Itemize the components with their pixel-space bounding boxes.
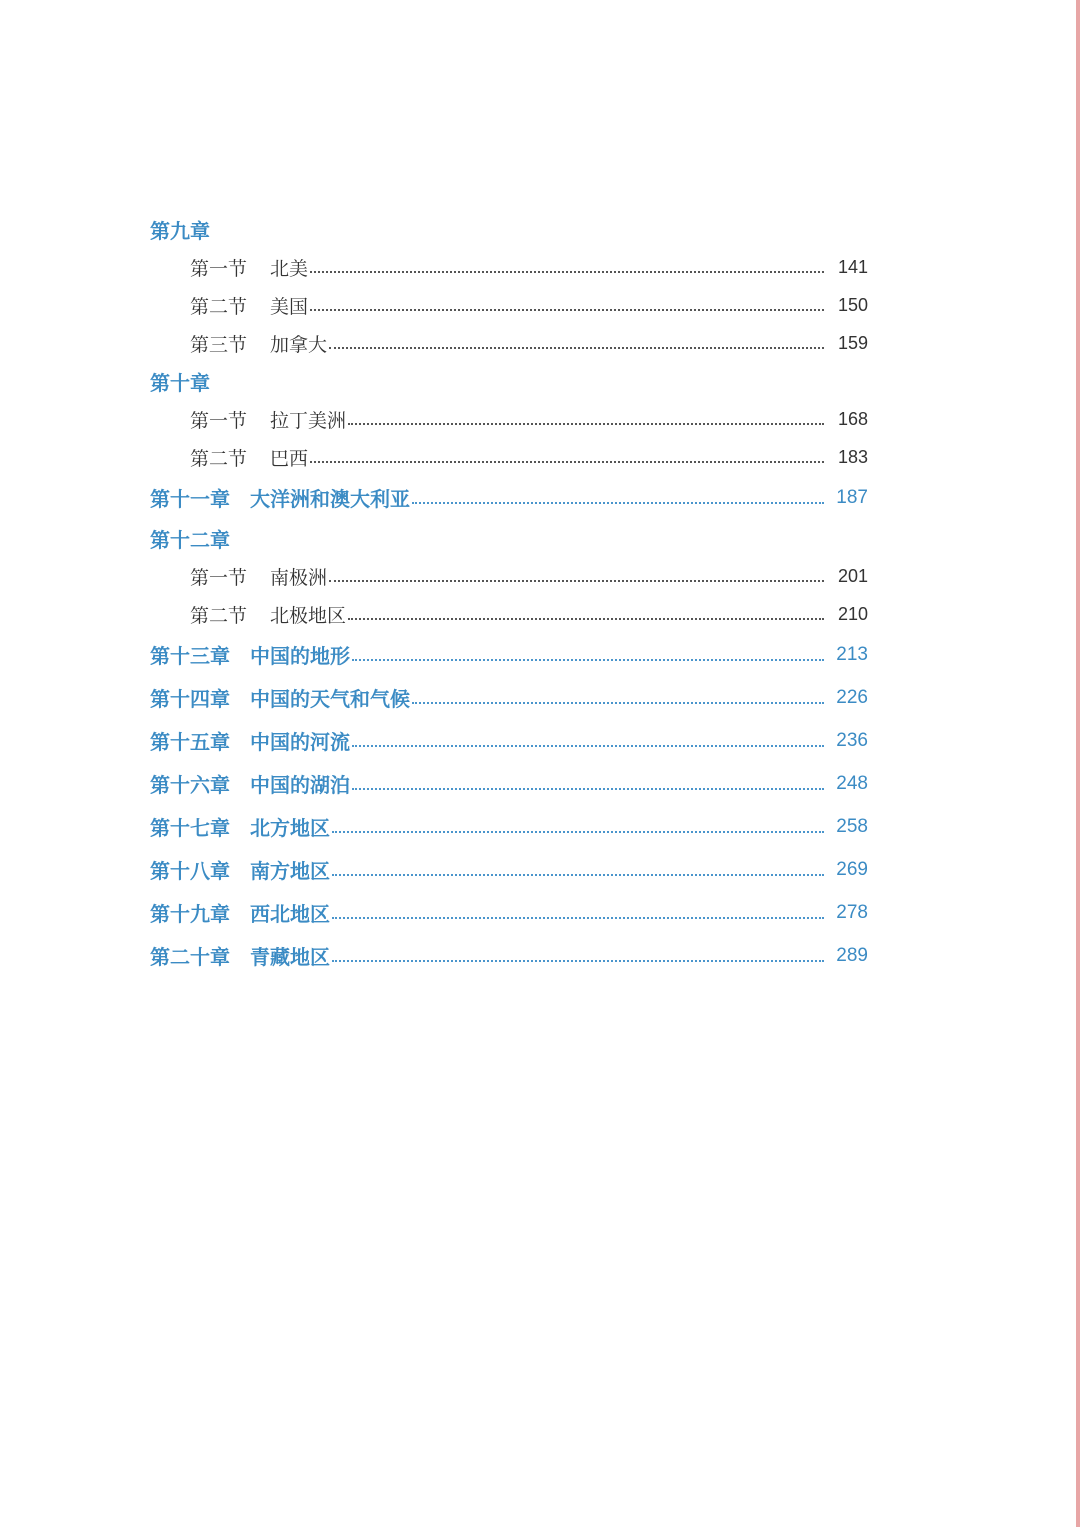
chapter-title: 北方地区 (250, 816, 330, 840)
page-number: 201 (837, 565, 868, 586)
section-number: 第一节 (190, 409, 248, 432)
toc-chapter-entry[interactable] (150, 891, 868, 934)
toc-chapter-entry[interactable] (150, 676, 868, 719)
chapter-title: 中国的天气和气候 (250, 687, 410, 711)
toc-chapter-entry[interactable] (150, 848, 868, 891)
page-number: 159 (837, 332, 868, 353)
toc-chapter-entry[interactable] (150, 633, 868, 676)
chapter-title: 大洋洲和澳大利亚 (250, 487, 410, 511)
dot-leader (352, 788, 824, 790)
section-number: 第二节 (190, 604, 248, 627)
section-title: 北极地区 (270, 604, 347, 627)
dot-leader (310, 461, 824, 463)
dot-leader (310, 309, 824, 311)
dot-leader (329, 347, 824, 349)
page-number: 210 (837, 603, 868, 624)
page-number: 187 (836, 486, 868, 508)
toc-chapter-entry[interactable] (150, 762, 868, 805)
dot-leader (332, 917, 824, 919)
chapter-heading-10: 第十章 (150, 370, 210, 395)
page-number: 141 (837, 256, 868, 277)
toc-section-entry[interactable] (150, 286, 868, 324)
toc-chapter-entry[interactable] (150, 476, 868, 519)
toc-section-entry[interactable] (150, 595, 868, 633)
toc-chapter-entry[interactable] (150, 719, 868, 762)
chapter-number: 第十三章 (150, 644, 230, 668)
section-title: 北美 (270, 257, 309, 280)
page-number: 236 (836, 729, 868, 751)
page-number: 289 (836, 944, 868, 966)
chapter-title: 中国的地形 (250, 644, 350, 668)
toc-chapter-entry[interactable] (150, 934, 868, 977)
chapter-title: 青藏地区 (250, 945, 330, 969)
section-number: 第三节 (190, 333, 248, 356)
toc-section-entry[interactable] (150, 557, 868, 595)
page-edge-stripe (1076, 0, 1080, 1527)
chapter-heading-12: 第十二章 (150, 527, 230, 552)
toc-chapter-entry[interactable] (150, 805, 868, 848)
page-number: 168 (837, 408, 868, 429)
chapter-heading-9: 第九章 (150, 218, 210, 243)
chapter-title: 中国的湖泊 (250, 773, 350, 797)
chapter-title: 西北地区 (250, 902, 330, 926)
section-number: 第二节 (190, 447, 248, 470)
dot-leader (332, 874, 824, 876)
page-number: 278 (836, 901, 868, 923)
dot-leader (348, 423, 824, 425)
dot-leader (348, 618, 824, 620)
chapter-number: 第十八章 (150, 859, 230, 883)
section-title: 南极洲 (270, 566, 328, 589)
section-title: 拉丁美洲 (270, 409, 347, 432)
chapter-number: 第十四章 (150, 687, 230, 711)
toc-section-entry[interactable] (150, 324, 868, 362)
section-title: 美国 (270, 295, 309, 318)
page-number: 150 (837, 294, 868, 315)
section-number: 第一节 (190, 257, 248, 280)
chapter-number: 第十六章 (150, 773, 230, 797)
dot-leader (310, 271, 824, 273)
page-number: 213 (836, 643, 868, 665)
chapter-number: 第十九章 (150, 902, 230, 926)
dot-leader (352, 745, 824, 747)
chapter-number: 第十五章 (150, 730, 230, 754)
dot-leader (329, 580, 824, 582)
section-title: 巴西 (270, 447, 309, 470)
page-number: 269 (836, 858, 868, 880)
chapter-number: 第二十章 (150, 945, 230, 969)
toc-section-entry[interactable] (150, 438, 868, 476)
dot-leader (332, 960, 824, 962)
table-of-contents (150, 210, 868, 977)
dot-leader (352, 659, 824, 661)
section-title: 加拿大 (270, 333, 328, 356)
dot-leader (332, 831, 824, 833)
page-number: 248 (836, 772, 868, 794)
toc-section-entry[interactable] (150, 248, 868, 286)
dot-leader (412, 502, 824, 504)
section-number: 第二节 (190, 295, 248, 318)
dot-leader (412, 702, 824, 704)
page-number: 183 (837, 446, 868, 467)
chapter-number: 第十一章 (150, 487, 230, 511)
page-number: 258 (836, 815, 868, 837)
chapter-number: 第十七章 (150, 816, 230, 840)
chapter-title: 南方地区 (250, 859, 330, 883)
chapter-title: 中国的河流 (250, 730, 350, 754)
section-number: 第一节 (190, 566, 248, 589)
page-number: 226 (836, 686, 868, 708)
toc-section-entry[interactable] (150, 400, 868, 438)
